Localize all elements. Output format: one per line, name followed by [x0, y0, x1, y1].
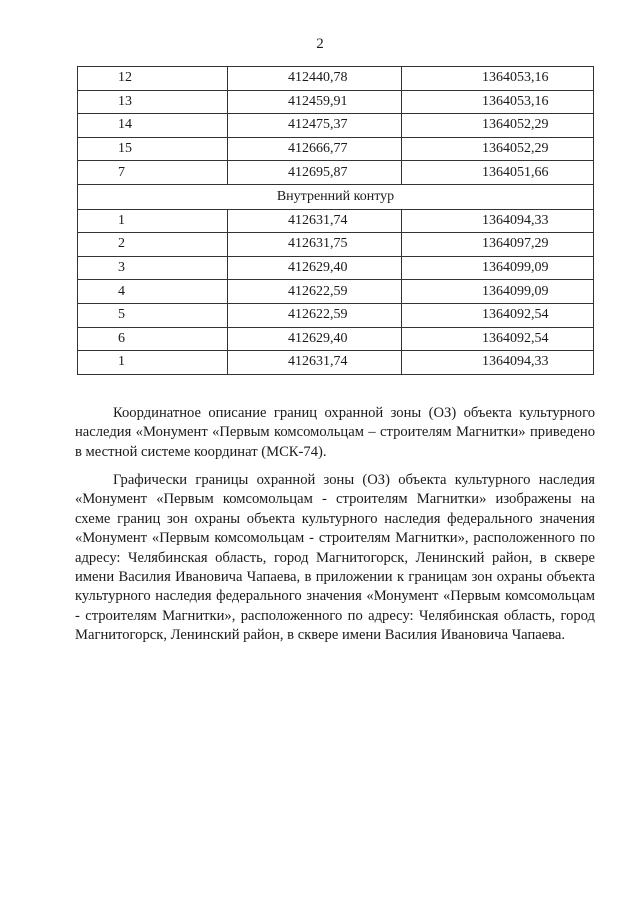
table-row: [78, 256, 594, 280]
table-row: [78, 161, 594, 185]
paragraph-text: Графически границы охранной зоны (ОЗ) объекта культурного наследия «Монумент «Первым комсомольцам - строителям Магнитки» изображены на схеме границ зон охраны объекта культурного наследия федерального значения «Монумент «Первым комсомольцам - строителям Магнитки», расположенного по адресу: Челябинская область, город Магнитогорск, Ленинский район, в сквере имени Василия Ивановича Чапаева, в приложении к границам зон охраны объекта культурного наследия федерального значения «Монумент «Первым комсомольцам - строителям Магнитки», расположенного по адресу: Челябинская область, город Магнитогорск, Ленинский район, в сквере имени Василия Ивановича Чапаева.: [75, 472, 595, 644]
coordinate-x: 412631,74: [228, 351, 402, 375]
coordinate-y: 1364097,29: [402, 233, 594, 257]
coordinate-y: 1364092,54: [402, 303, 594, 327]
table-row: [78, 327, 594, 351]
table-row: [78, 209, 594, 233]
table-row: [78, 303, 594, 327]
coordinate-y: 1364053,16: [402, 90, 594, 114]
coordinate-y: 1364053,16: [402, 67, 594, 91]
coordinate-x: 412631,75: [228, 233, 402, 257]
coordinate-x: 412666,77: [228, 137, 402, 161]
point-number: 1: [78, 351, 228, 375]
coordinate-y: 1364092,54: [402, 327, 594, 351]
point-number: 3: [78, 256, 228, 280]
point-number: 4: [78, 280, 228, 304]
table-row: [78, 67, 594, 91]
table-row: [78, 114, 594, 138]
table-section-row: [78, 184, 594, 209]
point-number: 6: [78, 327, 228, 351]
paragraph-text: Координатное описание границ охранной зоны (ОЗ) объекта культурного наследия «Монумент «Первым комсомольцам – строителям Магнитки» приведено в местной системе координат (МСК-74).: [75, 405, 595, 460]
coordinate-y: 1364094,33: [402, 209, 594, 233]
coordinate-x: 412629,40: [228, 327, 402, 351]
coordinate-x: 412629,40: [228, 256, 402, 280]
point-number: 2: [78, 233, 228, 257]
table-row: [78, 90, 594, 114]
table-row: [78, 351, 594, 375]
inner-contour-title: Внутренний контур: [78, 184, 594, 209]
coordinate-y: 1364052,29: [402, 137, 594, 161]
graphic-boundaries-paragraph: [75, 471, 595, 646]
coordinate-y: 1364051,66: [402, 161, 594, 185]
table-row: [78, 233, 594, 257]
point-number: 1: [78, 209, 228, 233]
coordinate-x: 412631,74: [228, 209, 402, 233]
coordinate-y: 1364099,09: [402, 256, 594, 280]
point-number: 12: [78, 67, 228, 91]
coordinate-y: 1364094,33: [402, 351, 594, 375]
coordinate-y: 1364052,29: [402, 114, 594, 138]
coordinate-x: 412475,37: [228, 114, 402, 138]
point-number: 15: [78, 137, 228, 161]
point-number: 13: [78, 90, 228, 114]
table-row: [78, 280, 594, 304]
coordinate-x: 412622,59: [228, 303, 402, 327]
coordinate-x: 412622,59: [228, 280, 402, 304]
point-number: 7: [78, 161, 228, 185]
page-number: 2: [316, 36, 324, 52]
coordinate-x: 412440,78: [228, 67, 402, 91]
table-row: [78, 137, 594, 161]
coordinate-x: 412459,91: [228, 90, 402, 114]
point-number: 14: [78, 114, 228, 138]
coordinates-table: [77, 66, 594, 375]
coordinate-description-paragraph: [75, 404, 595, 462]
point-number: 5: [78, 303, 228, 327]
coordinate-x: 412695,87: [228, 161, 402, 185]
coordinate-y: 1364099,09: [402, 280, 594, 304]
